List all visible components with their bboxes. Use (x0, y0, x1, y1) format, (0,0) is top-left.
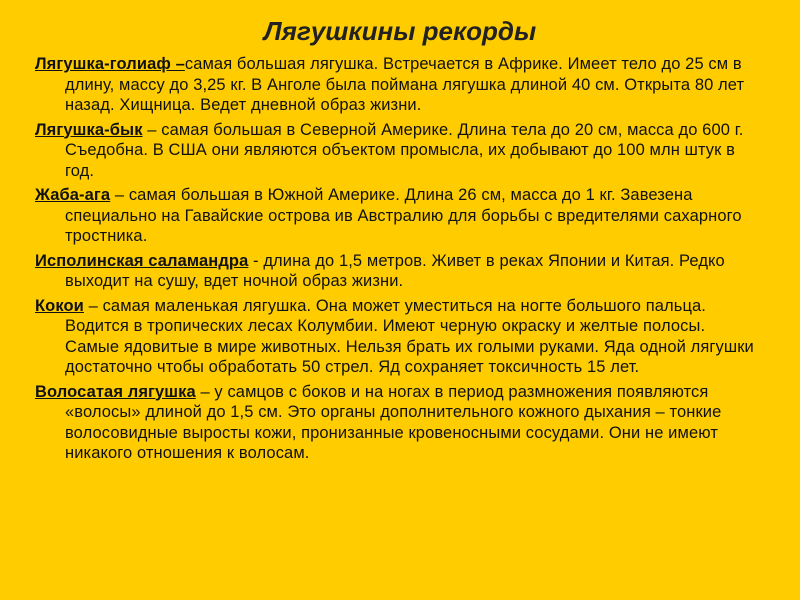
entry-term: Жаба-ага (35, 186, 111, 204)
entry-cane-toad (35, 185, 760, 247)
entry-goliath-frog (35, 54, 760, 116)
entry-bullfrog (35, 120, 760, 182)
entry-term: Исполинская саламандра (35, 251, 249, 270)
entry-term: Лягушка-голиаф – (35, 55, 185, 73)
entry-text: – самая большая в Северной Америке. Длина тела до 20 см, масса до 600 г. Съедобна. В США они являются объектом промысла, их добывают до 100 млн штук в год. (65, 120, 744, 180)
slide-title: Лягушкины рекорды (263, 16, 537, 46)
entry-hairy-frog (35, 382, 760, 464)
entry-kokoi (35, 296, 760, 378)
entry-text: – самая большая в Южной Америке. Длина 26 см, масса до 1 кг. Завезена специально на Гавайские острова ив Австралию для борьбы с вредителями сахарного тростника. (65, 186, 742, 245)
entry-text: – самая маленькая лягушка. Она может уместиться на ногте большого пальца. Водится в тропических лесах Колумбии. Имеют черную окраску и желтые полосы. Самые ядовитые в мире животных. Нельзя брать их голыми руками. Яда одной лягушки достаточно чтобы обработать 50 стрел. Яд сохраняет токсичность 15 лет. (65, 296, 754, 376)
entry-term: Кокои (35, 296, 84, 315)
entry-text: самая большая лягушка. Встречается в Африке. Имеет тело до 25 см в длину, массу до 3,25 кг. В Анголе была поймана лягушка длиной 40 см. Открыта 80 лет назад. Хищница. Ведет дневной образ жизни. (65, 55, 745, 114)
entry-text: – у самцов с боков и на ногах в период размножения появляются «волосы» длиной до 1,5 см. Это органы дополнительного кожного дыхания – тонкие волосовидные выросты кожи, пронизанные кровеносными сосудами. Они не имеют никакого отношения к волосам. (65, 382, 722, 462)
records-list (35, 54, 760, 468)
entry-text: - длина до 1,5 метров. Живет в реках Японии и Китая. Редко выходит на сушу, вдет ночной образ жизни. (65, 251, 725, 290)
entry-giant-salamander (35, 251, 760, 292)
entry-term: Лягушка-бык (35, 120, 143, 139)
entry-term: Волосатая лягушка (35, 382, 196, 401)
